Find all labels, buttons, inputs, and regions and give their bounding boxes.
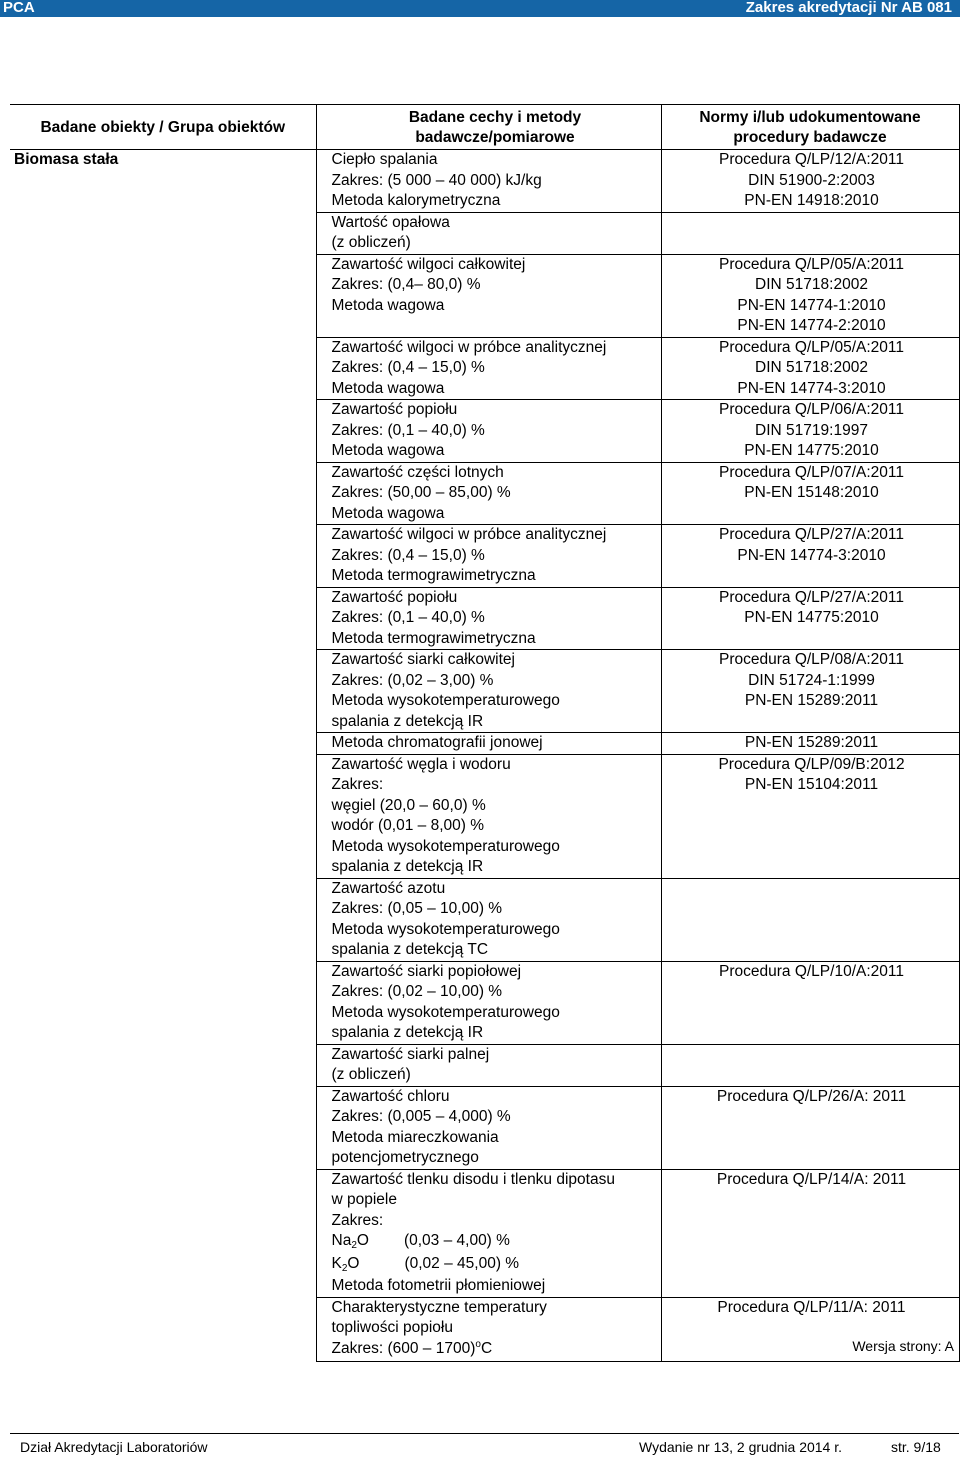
method-line: Zawartość tlenku disodu i tlenku dipotasu bbox=[331, 1170, 615, 1188]
method-line: w popiele bbox=[331, 1191, 397, 1208]
column-header-methods-line2: badawcze/pomiarowe bbox=[415, 129, 575, 146]
method-line: Zawartość azotu bbox=[331, 879, 446, 897]
oxide-range-line bbox=[332, 1254, 661, 1277]
oxide-formula-base: Na bbox=[331, 1232, 352, 1249]
standard-cell bbox=[661, 525, 959, 588]
standard-line: PN-EN 14775:2010 bbox=[744, 442, 879, 459]
method-cell bbox=[316, 525, 661, 588]
method-line: Zawartość wilgoci w próbce analitycznej bbox=[331, 338, 607, 356]
method-line: Wartość opałowa bbox=[331, 213, 450, 231]
standard-line: DIN 51719:1997 bbox=[755, 421, 868, 439]
method-cell bbox=[316, 337, 661, 400]
method-cell bbox=[316, 462, 661, 525]
method-cell bbox=[316, 212, 661, 254]
standard-cell bbox=[661, 1044, 959, 1086]
oxide-range-line bbox=[332, 1231, 661, 1254]
standard-line: PN-EN 14775:2010 bbox=[744, 609, 879, 626]
method-line: Charakterystyczne temperatury bbox=[331, 1298, 547, 1316]
method-cell bbox=[316, 650, 661, 733]
method-line: (z obliczeń) bbox=[331, 234, 411, 251]
method-line: Metoda wagowa bbox=[331, 296, 445, 314]
standard-line: PN-EN 15104:2011 bbox=[744, 776, 879, 793]
object-group-cell bbox=[10, 150, 316, 1362]
standard-line: Procedura Q/LP/10/A:2011 bbox=[719, 962, 904, 980]
standard-line: Procedura Q/LP/06/A:2011 bbox=[719, 401, 904, 418]
standard-cell bbox=[661, 400, 959, 463]
standard-line: DIN 51718:2002 bbox=[755, 276, 868, 293]
temperature-range-line bbox=[332, 1339, 661, 1362]
method-line: Zakres: (0,1 – 40,0) % bbox=[331, 421, 485, 439]
method-line: Metoda termograwimetryczna bbox=[331, 629, 536, 647]
method-cell bbox=[316, 1044, 661, 1086]
oxide-range: (0,02 – 45,00) % bbox=[404, 1254, 520, 1272]
standard-line: Procedura Q/LP/26/A: 2011 bbox=[716, 1087, 907, 1105]
oxide-formula-base: K bbox=[331, 1254, 342, 1272]
footer-divider bbox=[10, 1433, 959, 1434]
method-line: Zawartość wilgoci w próbce analitycznej bbox=[331, 526, 607, 543]
method-line: Metoda wysokotemperaturowego bbox=[331, 1003, 560, 1021]
standard-line: PN-EN 14774-2:2010 bbox=[737, 317, 886, 334]
oxide-formula-subscript: 2 bbox=[341, 1262, 348, 1274]
method-cell bbox=[316, 961, 661, 1044]
standard-line: Procedura Q/LP/14/A: 2011 bbox=[716, 1170, 907, 1188]
method-line: Zawartość siarki całkowitej bbox=[331, 651, 515, 668]
temperature-unit: C bbox=[480, 1339, 493, 1357]
header-right-text: Zakres akredytacji Nr AB 081 bbox=[745, 0, 952, 16]
standard-line: PN-EN 15148:2010 bbox=[744, 484, 879, 501]
method-line: Metoda fotometrii płomieniowej bbox=[331, 1277, 546, 1294]
standard-line: Procedura Q/LP/11/A: 2011 bbox=[717, 1298, 906, 1316]
standard-line: DIN 51724-1:1999 bbox=[748, 671, 875, 689]
standard-line: DIN 51718:2002 bbox=[755, 359, 868, 376]
object-group-name: Biomasa stała bbox=[14, 151, 119, 168]
standard-cell bbox=[661, 462, 959, 525]
method-line: Zakres: (0,005 – 4,000) % bbox=[331, 1108, 511, 1125]
method-line: Metoda wysokotemperaturowego bbox=[331, 837, 560, 855]
method-line: Zakres: (50,00 – 85,00) % bbox=[331, 484, 511, 501]
standard-cell bbox=[661, 1169, 959, 1297]
method-cell bbox=[316, 1297, 661, 1362]
standard-line: PN-EN 14918:2010 bbox=[744, 192, 879, 209]
method-line: wodór (0,01 – 8,00) % bbox=[331, 817, 485, 834]
oxide-formula-subscript: 2 bbox=[351, 1240, 357, 1251]
standard-line: DIN 51900-2:2003 bbox=[748, 171, 875, 189]
table-header-row bbox=[10, 105, 959, 150]
page-header-bar bbox=[0, 0, 960, 17]
method-line: (z obliczeń) bbox=[331, 1066, 411, 1083]
standard-cell bbox=[661, 878, 959, 961]
method-cell bbox=[316, 400, 661, 463]
method-line: Metoda chromatografii jonowej bbox=[331, 734, 543, 751]
method-cell bbox=[316, 878, 661, 961]
method-cell bbox=[316, 1086, 661, 1169]
table-row bbox=[10, 150, 959, 213]
method-line: Zakres: (0,02 – 3,00) % bbox=[331, 671, 494, 689]
method-line: Zakres: (5 000 – 40 000) kJ/kg bbox=[331, 171, 542, 189]
method-line: Zakres: (0,05 – 10,00) % bbox=[331, 900, 503, 917]
method-line: węgiel (20,0 – 60,0) % bbox=[331, 796, 486, 814]
method-line: spalania z detekcją IR bbox=[331, 1024, 484, 1041]
degree-superscript: o bbox=[475, 1338, 481, 1350]
method-line: Zakres: bbox=[331, 776, 384, 793]
standard-line: Procedura Q/LP/07/A:2011 bbox=[719, 463, 904, 481]
standard-line: PN-EN 15289:2011 bbox=[744, 692, 879, 709]
method-line: Zakres: bbox=[331, 1211, 384, 1229]
standard-line: Procedura Q/LP/05/A:2011 bbox=[719, 338, 904, 356]
method-line: spalania z detekcją IR bbox=[331, 858, 484, 875]
standard-cell bbox=[661, 733, 959, 755]
method-cell bbox=[316, 754, 661, 878]
method-line: Metoda wagowa bbox=[331, 442, 445, 459]
method-line: Zawartość chloru bbox=[331, 1087, 450, 1105]
column-header-standards-line1: Normy i/lub udokumentowane bbox=[699, 109, 921, 126]
method-line: Zakres: (0,4 – 15,0) % bbox=[331, 546, 485, 564]
method-line: Metoda kalorymetryczna bbox=[331, 192, 501, 209]
method-cell bbox=[316, 733, 661, 755]
standard-cell bbox=[661, 650, 959, 733]
standard-line: Procedura Q/LP/08/A:2011 bbox=[719, 651, 904, 668]
standard-cell bbox=[661, 1086, 959, 1169]
method-line: potencjometrycznego bbox=[331, 1149, 479, 1166]
page-version: Wersja strony: A bbox=[852, 1338, 954, 1354]
oxide-formula-rest: O bbox=[356, 1232, 369, 1249]
method-line: Zawartość siarki palnej bbox=[331, 1045, 490, 1063]
method-line: Zawartość siarki popiołowej bbox=[331, 962, 522, 980]
accreditation-table bbox=[10, 104, 960, 1362]
standard-line: PN-EN 14774-3:2010 bbox=[737, 379, 886, 397]
method-line: Zawartość węgla i wodoru bbox=[331, 755, 511, 773]
method-cell bbox=[316, 1169, 661, 1297]
column-header-standards bbox=[661, 105, 959, 150]
method-line: Metoda termograwimetryczna bbox=[331, 567, 536, 584]
standard-line: Procedura Q/LP/05/A:2011 bbox=[719, 255, 904, 273]
method-cell bbox=[316, 150, 661, 213]
method-line: Metoda wysokotemperaturowego bbox=[331, 920, 560, 938]
standard-line: Procedura Q/LP/12/A:2011 bbox=[719, 151, 904, 168]
method-line: Zakres: (0,02 – 10,00) % bbox=[331, 983, 503, 1000]
method-line: Zawartość popiołu bbox=[331, 588, 458, 606]
column-header-objects-text: Badane obiekty / Grupa obiektów bbox=[40, 119, 286, 136]
oxide-formula-rest: O bbox=[347, 1254, 360, 1272]
standard-line: Procedura Q/LP/27/A:2011 bbox=[719, 588, 904, 606]
method-line: Zakres: (0,1 – 40,0) % bbox=[331, 609, 485, 626]
footer-left-text: Dział Akredytacji Laboratoriów bbox=[20, 1439, 208, 1455]
method-line: Metoda miareczkowania bbox=[331, 1128, 499, 1146]
column-header-methods bbox=[316, 105, 661, 150]
method-line: Zakres: (0,4– 80,0) % bbox=[331, 276, 481, 293]
standard-line: PN-EN 15289:2011 bbox=[744, 734, 879, 751]
method-line: Metoda wagowa bbox=[331, 379, 445, 397]
standard-cell bbox=[661, 254, 959, 337]
standard-line: PN-EN 14774-1:2010 bbox=[737, 296, 886, 314]
footer-page-number: str. 9/18 bbox=[891, 1439, 941, 1455]
method-line: Metoda wagowa bbox=[331, 504, 445, 522]
column-header-standards-line2: procedury badawcze bbox=[733, 129, 887, 146]
column-header-objects bbox=[10, 105, 316, 150]
method-cell bbox=[316, 254, 661, 337]
method-line: Zawartość popiołu bbox=[331, 401, 458, 418]
standard-cell bbox=[661, 212, 959, 254]
footer-edition-text: Wydanie nr 13, 2 grudnia 2014 r. bbox=[639, 1439, 843, 1455]
standard-cell bbox=[661, 961, 959, 1044]
standard-cell bbox=[661, 150, 959, 213]
oxide-range: (0,03 – 4,00) % bbox=[403, 1232, 510, 1249]
column-header-methods-line1: Badane cechy i metody bbox=[408, 109, 582, 126]
method-line: Zawartość wilgoci całkowitej bbox=[331, 255, 526, 273]
method-line: spalania z detekcją IR bbox=[331, 712, 484, 730]
method-line: topliwości popiołu bbox=[331, 1319, 453, 1336]
method-line: Metoda wysokotemperaturowego bbox=[331, 692, 560, 709]
standard-cell bbox=[661, 337, 959, 400]
method-line: Zawartość części lotnych bbox=[331, 463, 504, 481]
standard-line: PN-EN 14774-3:2010 bbox=[737, 546, 886, 564]
method-cell bbox=[316, 587, 661, 650]
standard-line: Procedura Q/LP/09/B:2012 bbox=[718, 755, 905, 773]
method-line: Ciepło spalania bbox=[331, 151, 438, 168]
temperature-range: Zakres: (600 – 1700) bbox=[331, 1339, 476, 1357]
standard-cell bbox=[661, 587, 959, 650]
method-line: spalania z detekcją TC bbox=[331, 941, 489, 958]
standard-line: Procedura Q/LP/27/A:2011 bbox=[719, 526, 904, 543]
standard-cell bbox=[661, 754, 959, 878]
header-left-text: PCA bbox=[3, 0, 35, 16]
method-line: Zakres: (0,4 – 15,0) % bbox=[331, 359, 485, 376]
